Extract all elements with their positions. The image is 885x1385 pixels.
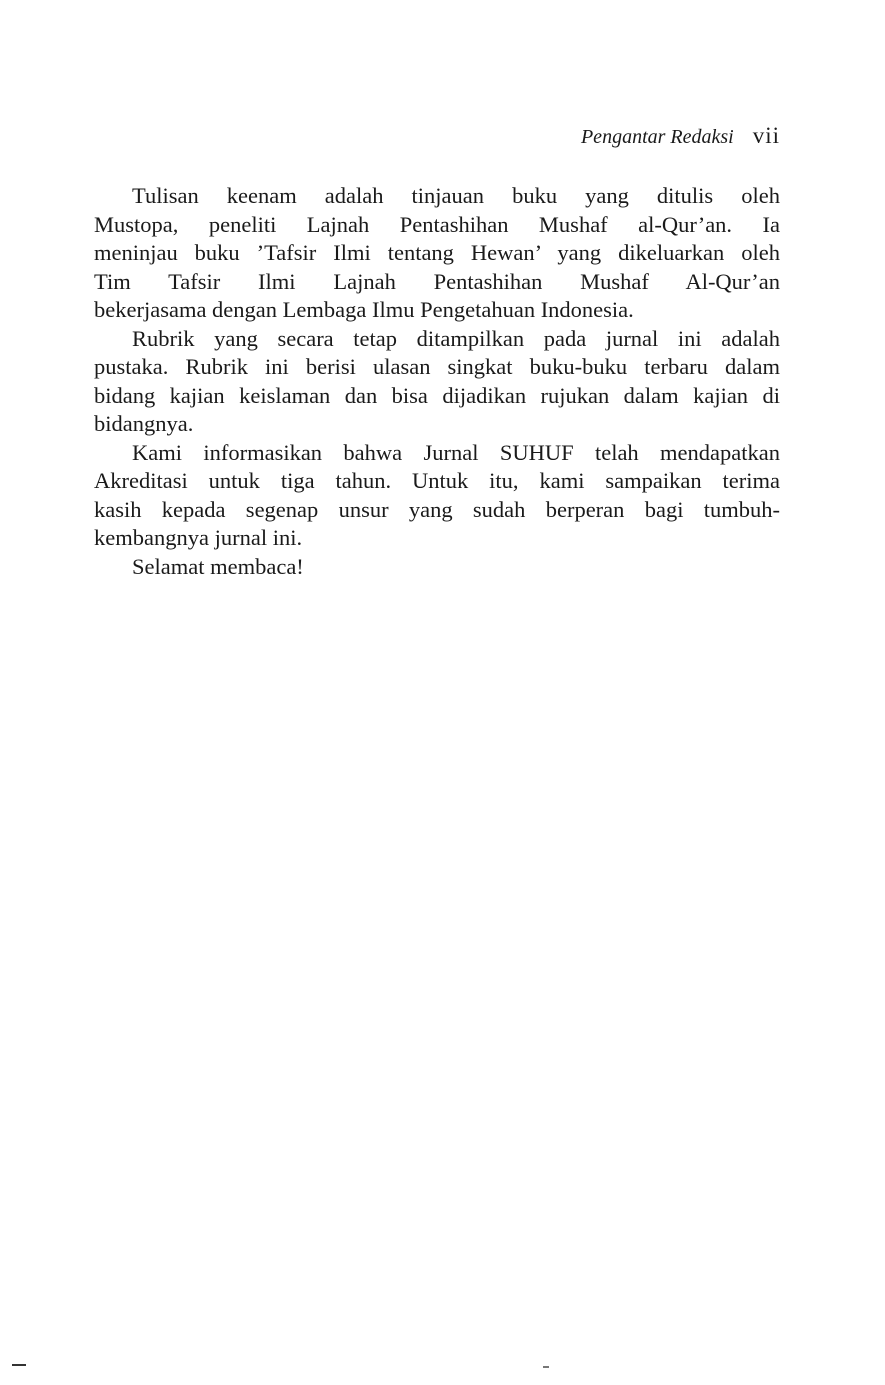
paragraph-1-line-4: Tim Tafsir Ilmi Lajnah Pentashihan Mushaf Al-Qur’an xyxy=(94,268,780,294)
paragraph-2-line-3: bidang kajian keislaman dan bisa dijadikan rujukan dalam kajian di xyxy=(94,382,780,408)
page-number: vii xyxy=(752,123,780,148)
scan-mark-left xyxy=(12,1364,26,1366)
body-text xyxy=(94,182,780,581)
paragraph-3-line-1: Kami informasikan bahwa Jurnal SUHUF telah mendapatkan xyxy=(132,439,780,465)
paragraph-3-line-2: Akreditasi untuk tiga tahun. Untuk itu, kami sampaikan terima xyxy=(94,468,780,493)
paragraph-1-line-2: Mustopa, peneliti Lajnah Pentashihan Mushaf al-Qur’an. Ia xyxy=(94,211,780,237)
scan-mark-center xyxy=(543,1366,549,1368)
section-title: Pengantar Redaksi xyxy=(580,126,734,148)
paragraph-1-line-1: Tulisan keenam adalah tinjauan buku yang ditulis oleh xyxy=(132,183,780,208)
paragraph-3-line-3: kasih kepada segenap unsur yang sudah berperan bagi tumbuh- xyxy=(94,496,780,522)
running-header xyxy=(581,124,780,149)
paragraph-1-line-3: meninjau buku ’Tafsir Ilmi tentang Hewan’ yang dikeluarkan oleh xyxy=(94,240,780,265)
paragraph-2-line-2: pustaka. Rubrik ini berisi ulasan singkat buku-buku terbaru dalam xyxy=(94,354,780,379)
paragraph-2-line-4: bidangnya. xyxy=(94,411,194,436)
paragraph-2-line-1: Rubrik yang secara tetap ditampilkan pada jurnal ini adalah xyxy=(132,325,780,351)
paragraph-3-line-4: kembangnya jurnal ini. xyxy=(94,525,303,550)
paragraph-1-line-5: bekerjasama dengan Lembaga Ilmu Pengetahuan Indonesia. xyxy=(94,297,634,322)
paragraph-4-line-1: Selamat membaca! xyxy=(132,553,304,579)
